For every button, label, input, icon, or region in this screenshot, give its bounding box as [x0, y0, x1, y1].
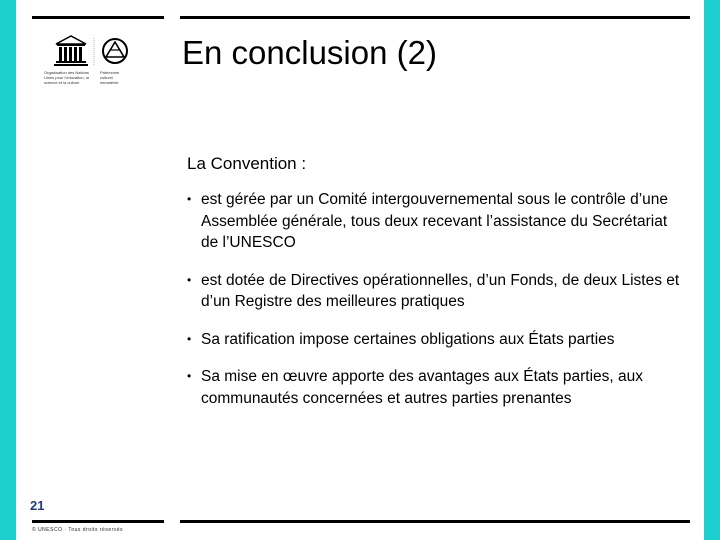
bottom-right-rule	[180, 520, 690, 523]
top-left-rule	[32, 16, 164, 19]
bullet-text: est gérée par un Comité intergouvernemental sous le contrôle d’une Assemblée générale, tous deux recevant l’assistance du Secrétariat de l’UNESCO	[201, 191, 668, 251]
bullet-dot-icon: •	[187, 331, 192, 346]
bottom-left-rule	[32, 520, 164, 523]
bullet-item	[187, 270, 687, 313]
left-accent-bar	[0, 0, 16, 540]
bullet-dot-icon: •	[187, 272, 192, 287]
right-accent-bar	[704, 0, 720, 540]
unesco-temple-icon	[44, 34, 134, 70]
section-subtitle: La Convention :	[187, 154, 307, 173]
copyright-notice: © UNESCO · Tous droits réservés	[32, 527, 124, 533]
slide-content	[187, 153, 687, 425]
page-number: 21	[30, 498, 45, 513]
bullet-dot-icon: •	[187, 192, 192, 206]
bullet-text: Sa mise en œuvre apporte des avantages aux États parties, aux communautés concernées et autres parties prenantes	[201, 368, 643, 407]
bullet-item	[187, 189, 687, 254]
bullet-item	[187, 329, 687, 351]
top-right-rule	[180, 16, 690, 19]
page-title: En conclusion (2)	[182, 34, 437, 71]
logo-right-text: Patrimoine culturel immatériel	[100, 70, 120, 85]
bullet-text: Sa ratification impose certaines obligations aux États parties	[201, 330, 615, 348]
logo-left-text: Organisation des Nations Unies pour l’éducation, la science et la culture	[44, 70, 89, 85]
unesco-ich-logo	[44, 34, 134, 94]
bullet-item	[187, 366, 687, 409]
bullet-text: est dotée de Directives opérationnelles, d’un Fonds, de deux Listes et d’un Registre des meilleures pratiques	[201, 271, 680, 310]
bullet-dot-icon: •	[187, 369, 192, 383]
bullet-list	[187, 189, 687, 409]
